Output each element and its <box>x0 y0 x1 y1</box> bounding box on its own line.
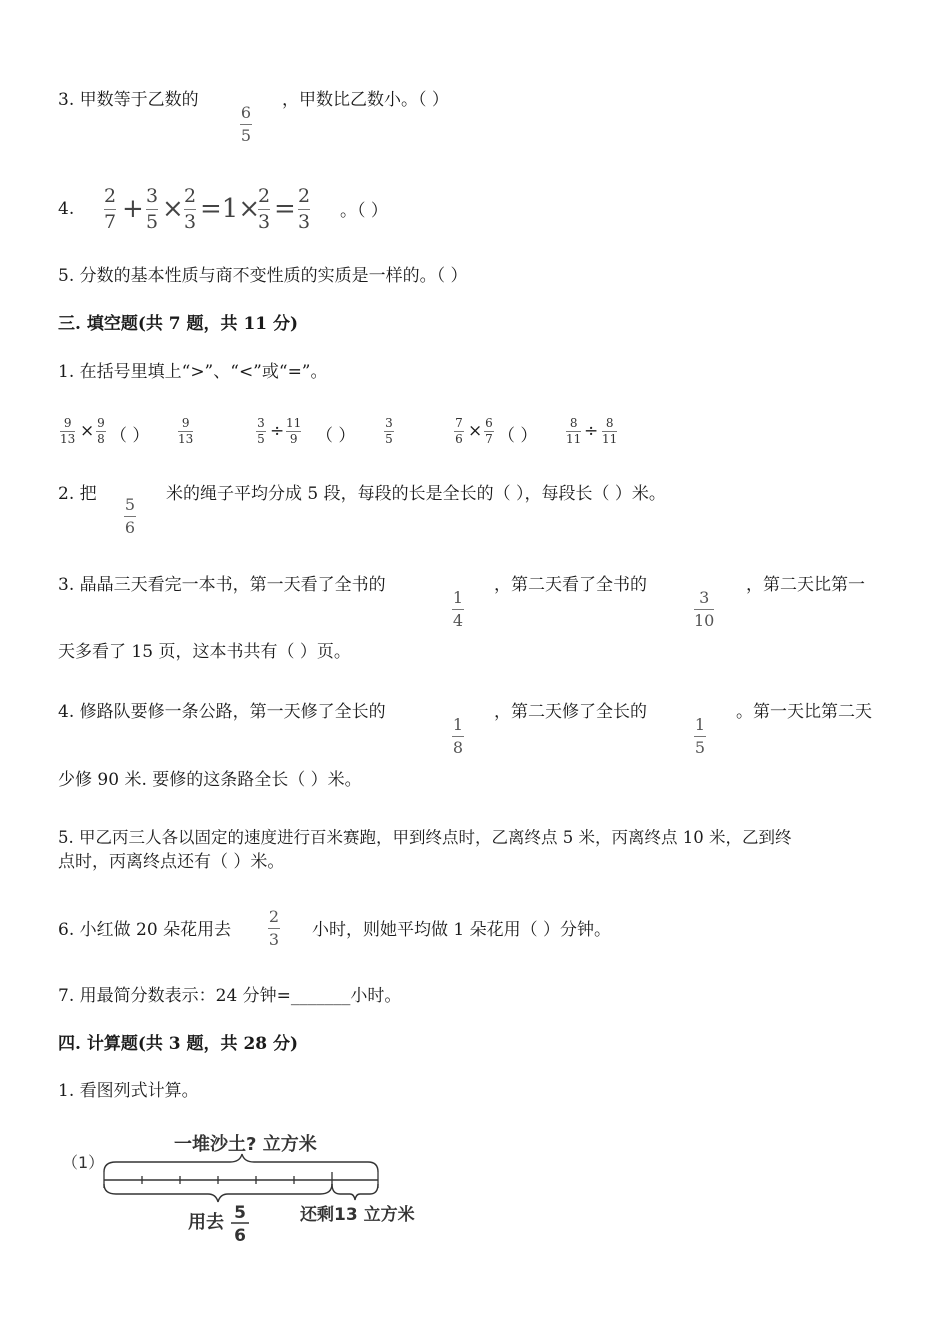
fraction-numerator: 2 <box>298 185 311 207</box>
fill-q1-e2-c <box>384 417 394 446</box>
fill-q3-line2: 天多看了 15 页，这本书共有（ ）页。 <box>58 642 351 662</box>
fill-q4-pre: 4. 修路队要修一条公路，第一天修了全长的 <box>58 702 386 722</box>
fraction-numerator: 2 <box>258 185 271 207</box>
used-fraction-denominator: 6 <box>234 1226 246 1246</box>
fraction-denominator: 7 <box>104 211 117 233</box>
judge-q5-text: 5. 分数的基本性质与商不变性质的实质是一样的。（ ） <box>58 266 468 286</box>
fraction-numerator: 9 <box>63 416 72 430</box>
plus-sign: + <box>122 194 144 224</box>
fill-q3-mid: ，第二天看了全书的 <box>494 575 647 595</box>
used-label: 用去 <box>188 1212 224 1233</box>
fill-q1-e1-b <box>96 417 106 446</box>
judge-q4-fraction-4 <box>258 186 270 233</box>
fraction-numerator: 6 <box>485 416 493 430</box>
fraction-denominator: 3 <box>258 211 271 233</box>
top-brace <box>104 1154 378 1172</box>
fraction-denominator: 5 <box>694 738 706 757</box>
fraction-denominator: 9 <box>289 432 298 446</box>
diagram-label: （1） <box>62 1153 105 1172</box>
fill-q6-post: 小时，则她平均做 1 朵花用（ ）分钟。 <box>312 920 612 940</box>
calc-section-heading: 四. 计算题(共 3 题，共 28 分) <box>58 1034 299 1054</box>
fraction-denominator: 5 <box>385 432 393 446</box>
fill-q1-e3-c <box>566 417 581 446</box>
fraction-numerator: 1 <box>452 588 464 607</box>
fraction-denominator: 6 <box>124 518 136 537</box>
fraction-numerator: 1 <box>694 715 706 734</box>
fraction-denominator: 4 <box>452 611 464 630</box>
fraction-numerator: 3 <box>699 588 710 607</box>
fraction-denominator: 5 <box>146 211 159 233</box>
fill-q2-post: 米的绳子平均分成 5 段，每段的长是全长的（ ），每段长（ ）米。 <box>166 484 666 504</box>
fraction-numerator: 3 <box>257 416 265 430</box>
fraction-denominator: 8 <box>452 738 464 757</box>
fraction-denominator: 5 <box>240 126 252 145</box>
fill-q2-pre: 2. 把 <box>58 484 97 504</box>
judge-q3-text-pre: 3. 甲数等于乙数的 <box>58 90 199 110</box>
fraction-numerator: 9 <box>97 416 105 430</box>
fraction-numerator: 11 <box>286 416 302 430</box>
fill-q4-line2: 少修 90 米. 要修的这条路全长（ ）米。 <box>58 770 362 790</box>
used-fraction-numerator: 5 <box>234 1203 246 1223</box>
fill-q1-e3-b <box>484 417 494 446</box>
fill-q4-mid: ，第二天修了全长的 <box>494 702 647 722</box>
fill-q1-e3-a <box>454 417 464 446</box>
fill-q3-fraction-1 <box>452 589 464 630</box>
judge-q4-fraction-1 <box>104 186 116 233</box>
fill-q5-line2: 点时，丙离终点还有（ ）米。 <box>58 852 285 872</box>
fraction-numerator: 2 <box>268 907 280 926</box>
fraction-numerator: 3 <box>146 185 159 207</box>
fraction-denominator: 13 <box>60 432 76 446</box>
fraction-numerator: 8 <box>569 416 578 430</box>
fraction-denominator: 11 <box>602 432 618 446</box>
fill-q1-e2-op: ÷ <box>270 421 285 441</box>
fraction-numerator: 2 <box>184 185 197 207</box>
fraction-numerator: 1 <box>452 715 464 734</box>
fraction-denominator: 3 <box>268 930 280 949</box>
fraction-numerator: 6 <box>240 103 252 122</box>
fill-q4-fraction-1 <box>452 716 464 757</box>
fraction-denominator: 11 <box>566 432 582 446</box>
line-segment-diagram <box>0 1120 950 1260</box>
fraction-denominator: 3 <box>298 211 311 233</box>
fraction-denominator: 3 <box>184 211 197 233</box>
fraction-denominator: 5 <box>257 432 265 446</box>
diagram-top-label: 一堆沙土? 立方米 <box>174 1134 317 1155</box>
fill-q3-post: ，第二天比第一 <box>746 575 865 595</box>
judge-q3-fraction <box>240 104 252 145</box>
fraction-numerator: 7 <box>455 416 463 430</box>
fraction-numerator: 3 <box>385 416 393 430</box>
fill-q1-text: 1. 在括号里填上“>”、“<”或“=”。 <box>58 362 328 382</box>
fill-q4-post: 。第一天比第二天 <box>736 702 872 722</box>
fill-q3-fraction-2 <box>694 589 714 630</box>
fraction-numerator: 9 <box>181 416 190 430</box>
fill-q1-e1-c <box>178 417 193 446</box>
judge-q4-number: 4. <box>58 199 75 219</box>
remain-label: 还剩13 立方米 <box>300 1205 415 1225</box>
fraction-numerator: 8 <box>605 416 614 430</box>
fraction-denominator: 10 <box>694 611 715 630</box>
fill-section-heading: 三. 填空题(共 7 题，共 11 分) <box>58 314 299 334</box>
fraction-numerator: 5 <box>124 495 136 514</box>
judge-q4-tail: 。（ ） <box>340 201 388 221</box>
fraction-denominator: 13 <box>178 432 194 446</box>
calc-q1-text: 1. 看图列式计算。 <box>58 1081 199 1101</box>
judge-q3-line <box>58 88 199 112</box>
times-sign: × <box>162 194 184 224</box>
fill-q1-e3-op2: ÷ <box>584 421 599 441</box>
judge-q4-fraction-2 <box>146 186 158 233</box>
judge-q3-text-post: ，甲数比乙数小。（ ） <box>282 90 449 110</box>
judge-q4-fraction-5 <box>298 186 310 233</box>
fill-q1-e2-a <box>256 417 266 446</box>
fill-q1-e1-blank[interactable]: （ ） <box>110 426 150 446</box>
equals-sign: = <box>274 194 296 224</box>
fill-q4-fraction-2 <box>694 716 706 757</box>
fill-q1-e3-blank[interactable]: （ ） <box>498 426 538 446</box>
fill-q1-e1-a <box>60 417 75 446</box>
fill-q1-e2-b <box>286 417 301 446</box>
fill-q1-e3-op: × <box>468 421 483 441</box>
fill-q1-e1-op: × <box>80 421 95 441</box>
used-brace <box>104 1184 332 1202</box>
fraction-denominator: 7 <box>485 432 493 446</box>
fill-q6-pre: 6. 小红做 20 朵花用去 <box>58 920 232 940</box>
fill-q7-text: 7. 用最简分数表示：24 分钟=_______小时。 <box>58 986 402 1006</box>
fill-q1-e3-d <box>602 417 617 446</box>
fill-q2-fraction <box>124 496 136 537</box>
fill-q3-pre: 3. 晶晶三天看完一本书，第一天看了全书的 <box>58 575 386 595</box>
fill-q6-fraction <box>268 908 280 949</box>
remain-brace <box>332 1184 378 1200</box>
fill-q5-line1: 5. 甲乙丙三人各以固定的速度进行百米赛跑，甲到终点时，乙离终点 5 米，丙离终点 10 米，乙到终 <box>58 828 792 847</box>
fraction-denominator: 8 <box>97 432 105 446</box>
equals-one-times: =1× <box>200 194 261 224</box>
fraction-denominator: 6 <box>455 432 463 446</box>
fill-q1-e2-blank[interactable]: （ ） <box>316 426 356 446</box>
fraction-numerator: 2 <box>104 185 117 207</box>
judge-q4-fraction-3 <box>184 186 196 233</box>
